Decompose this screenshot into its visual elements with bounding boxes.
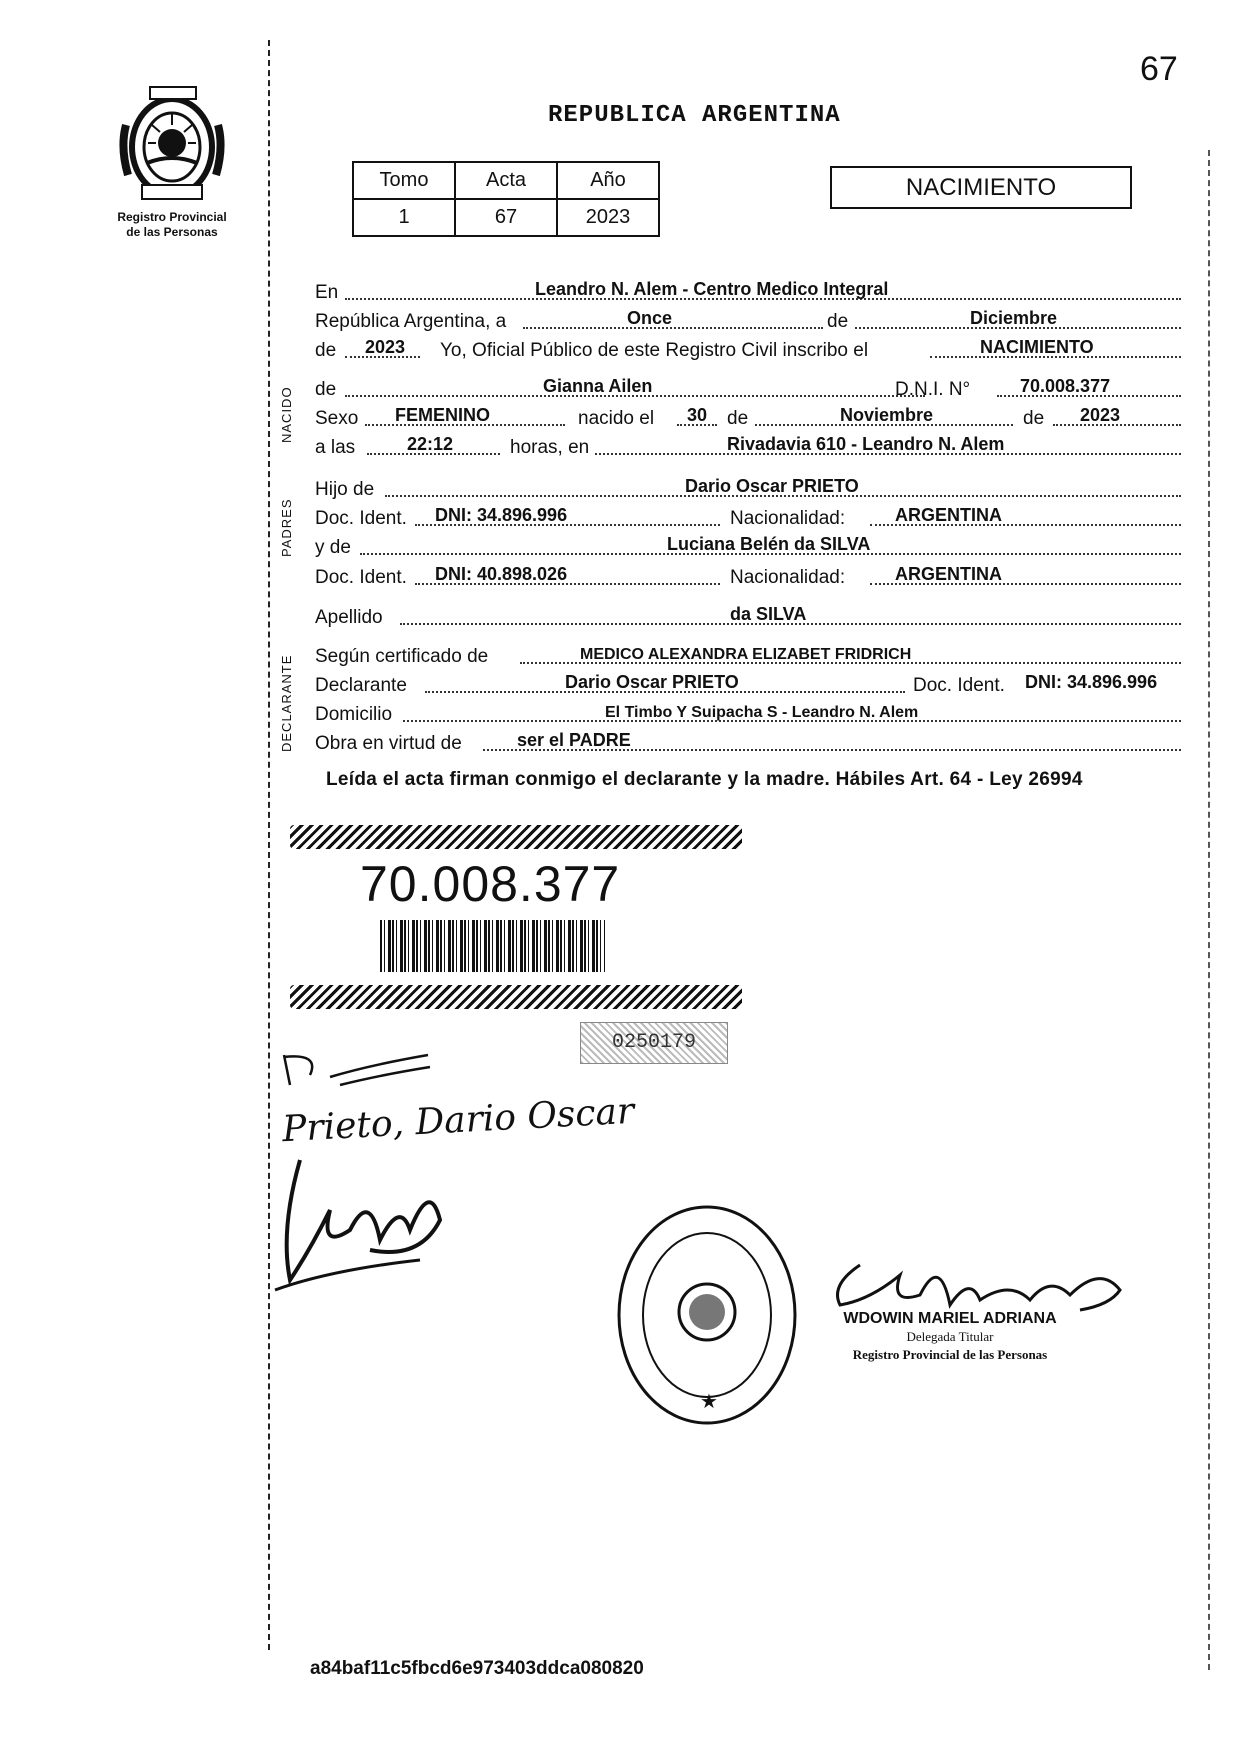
right-margin-line bbox=[1208, 150, 1210, 1670]
declarant-signature-icon bbox=[270, 1150, 470, 1300]
handwritten-name: Prieto, Dario Oscar bbox=[281, 1090, 636, 1151]
dni-declarante: DNI: 34.896.996 bbox=[1025, 672, 1158, 692]
mes-nacimiento: Noviembre bbox=[840, 405, 934, 425]
registry-logo bbox=[112, 85, 232, 240]
apellido-value: da SILVA bbox=[730, 604, 807, 624]
row-hora: a las 22:12 horas, en Rivadavia 610 - Leandro N. Alem bbox=[315, 431, 1181, 461]
anio-nacimiento: 2023 bbox=[1080, 405, 1121, 425]
anio-header: Año bbox=[557, 162, 659, 199]
dni-madre: DNI: 40.898.026 bbox=[435, 564, 568, 584]
dni-padre: DNI: 34.896.996 bbox=[435, 505, 568, 525]
security-border-top bbox=[290, 825, 742, 849]
row-madre: y de Luciana Belén da SILVA bbox=[315, 531, 1181, 561]
acta-value: 67 bbox=[455, 199, 557, 236]
sexo-value: FEMENINO bbox=[395, 405, 491, 425]
side-label-padres: PADRES bbox=[279, 498, 294, 557]
closing-note: Leída el acta firman conmigo el declarante y la madre. Hábiles Art. 64 - Ley 26994 bbox=[326, 769, 1083, 790]
hora-nacimiento: 22:12 bbox=[407, 434, 454, 454]
nombre-madre: Luciana Belén da SILVA bbox=[667, 534, 871, 554]
nombre-nacido: Gianna Ailen bbox=[543, 376, 653, 396]
svg-text:★: ★ bbox=[700, 1391, 718, 1413]
row-obra: Obra en virtud de ser el PADRE bbox=[315, 727, 1181, 757]
tomo-header: Tomo bbox=[353, 162, 455, 199]
logo-caption: Registro Provincial de las Personas bbox=[117, 210, 227, 239]
dni-print: 70.008.377 bbox=[360, 856, 621, 912]
row-apellido: Apellido da SILVA bbox=[315, 601, 1181, 631]
dia-nacimiento: 30 bbox=[687, 405, 708, 425]
acta-header: Acta bbox=[455, 162, 557, 199]
certificado-value: MEDICO ALEXANDRA ELIZABET FRIDRICH bbox=[580, 646, 912, 663]
document-hash: a84baf11c5fbcd6e973403ddca080820 bbox=[310, 1658, 644, 1679]
record-type-box: NACIMIENTO bbox=[830, 166, 1132, 209]
row-padre: Hijo de Dario Oscar PRIETO bbox=[315, 473, 1181, 503]
official-block bbox=[820, 1310, 1080, 1364]
row-nombre: de Gianna Ailen D.N.I. N° 70.008.377 bbox=[315, 373, 1181, 403]
left-margin-line bbox=[268, 40, 270, 1650]
tipo-inscripcion: NACIMIENTO bbox=[980, 337, 1094, 357]
official-org: Registro Provincial de las Personas bbox=[852, 1347, 1048, 1362]
initials-signature-icon bbox=[280, 1045, 440, 1095]
row-padre-doc: Doc. Ident. DNI: 34.896.996 Nacionalidad: ARGENTINA bbox=[315, 502, 1181, 532]
row-declarante: Declarante Dario Oscar PRIETO Doc. Ident. DNI: 34.896.996 bbox=[315, 672, 1158, 696]
tomo-value: 1 bbox=[353, 199, 455, 236]
row-madre-doc: Doc. Ident. DNI: 40.898.026 Nacionalidad: ARGENTINA bbox=[315, 561, 1181, 591]
security-border-bottom bbox=[290, 985, 742, 1009]
row-domicilio: Domicilio El Timbo Y Suipacha S - Leandro N. Alem bbox=[315, 698, 1181, 728]
document-title: REPUBLICA ARGENTINA bbox=[548, 102, 841, 129]
lugar-inscripcion: Leandro N. Alem - Centro Medico Integral bbox=[535, 279, 889, 299]
nacionalidad-madre: ARGENTINA bbox=[895, 564, 1002, 584]
official-role: Delegada Titular bbox=[906, 1329, 994, 1344]
nacionalidad-padre: ARGENTINA bbox=[895, 505, 1002, 525]
barcode bbox=[380, 920, 605, 972]
anio-inscripcion: 2023 bbox=[365, 337, 406, 357]
row-sexo: Sexo FEMENINO nacido el 30 de Noviembre de 2023 bbox=[315, 402, 1181, 432]
row-certificado: Según certificado de MEDICO ALEXANDRA ELIZABET FRIDRICH bbox=[315, 640, 1181, 670]
mes-inscripcion: Diciembre bbox=[970, 308, 1058, 328]
nombre-declarante: Dario Oscar PRIETO bbox=[565, 672, 739, 692]
side-label-declarante: DECLARANTE bbox=[279, 654, 294, 752]
official-signature-icon bbox=[820, 1245, 1150, 1320]
domicilio-value: El Timbo Y Suipacha S - Leandro N. Alem bbox=[605, 704, 919, 721]
official-seal-icon bbox=[612, 1200, 802, 1430]
lugar-nacimiento: Rivadavia 610 - Leandro N. Alem bbox=[727, 434, 1005, 454]
row-inscribe: de 2023 Yo, Oficial Público de este Registro Civil inscribo el NACIMIENTO bbox=[315, 334, 1181, 364]
row-en: En Leandro N. Alem - Centro Medico Integral bbox=[315, 276, 1181, 306]
dni-nacido: 70.008.377 bbox=[1020, 376, 1111, 396]
row-fecha: República Argentina, a Once de Diciembre bbox=[315, 305, 1181, 335]
acta-table bbox=[352, 161, 660, 237]
security-stamp: 0250179 bbox=[580, 1022, 728, 1064]
side-label-nacido: NACIDO bbox=[279, 386, 294, 443]
dia-inscripcion: Once bbox=[627, 308, 673, 328]
page-number: 67 bbox=[1140, 50, 1178, 88]
anio-value: 2023 bbox=[557, 199, 659, 236]
obra-value: ser el PADRE bbox=[517, 730, 631, 750]
official-name: WDOWIN MARIEL ADRIANA bbox=[843, 1310, 1057, 1327]
provincial-emblem-icon bbox=[112, 85, 232, 205]
nombre-padre: Dario Oscar PRIETO bbox=[685, 476, 859, 496]
